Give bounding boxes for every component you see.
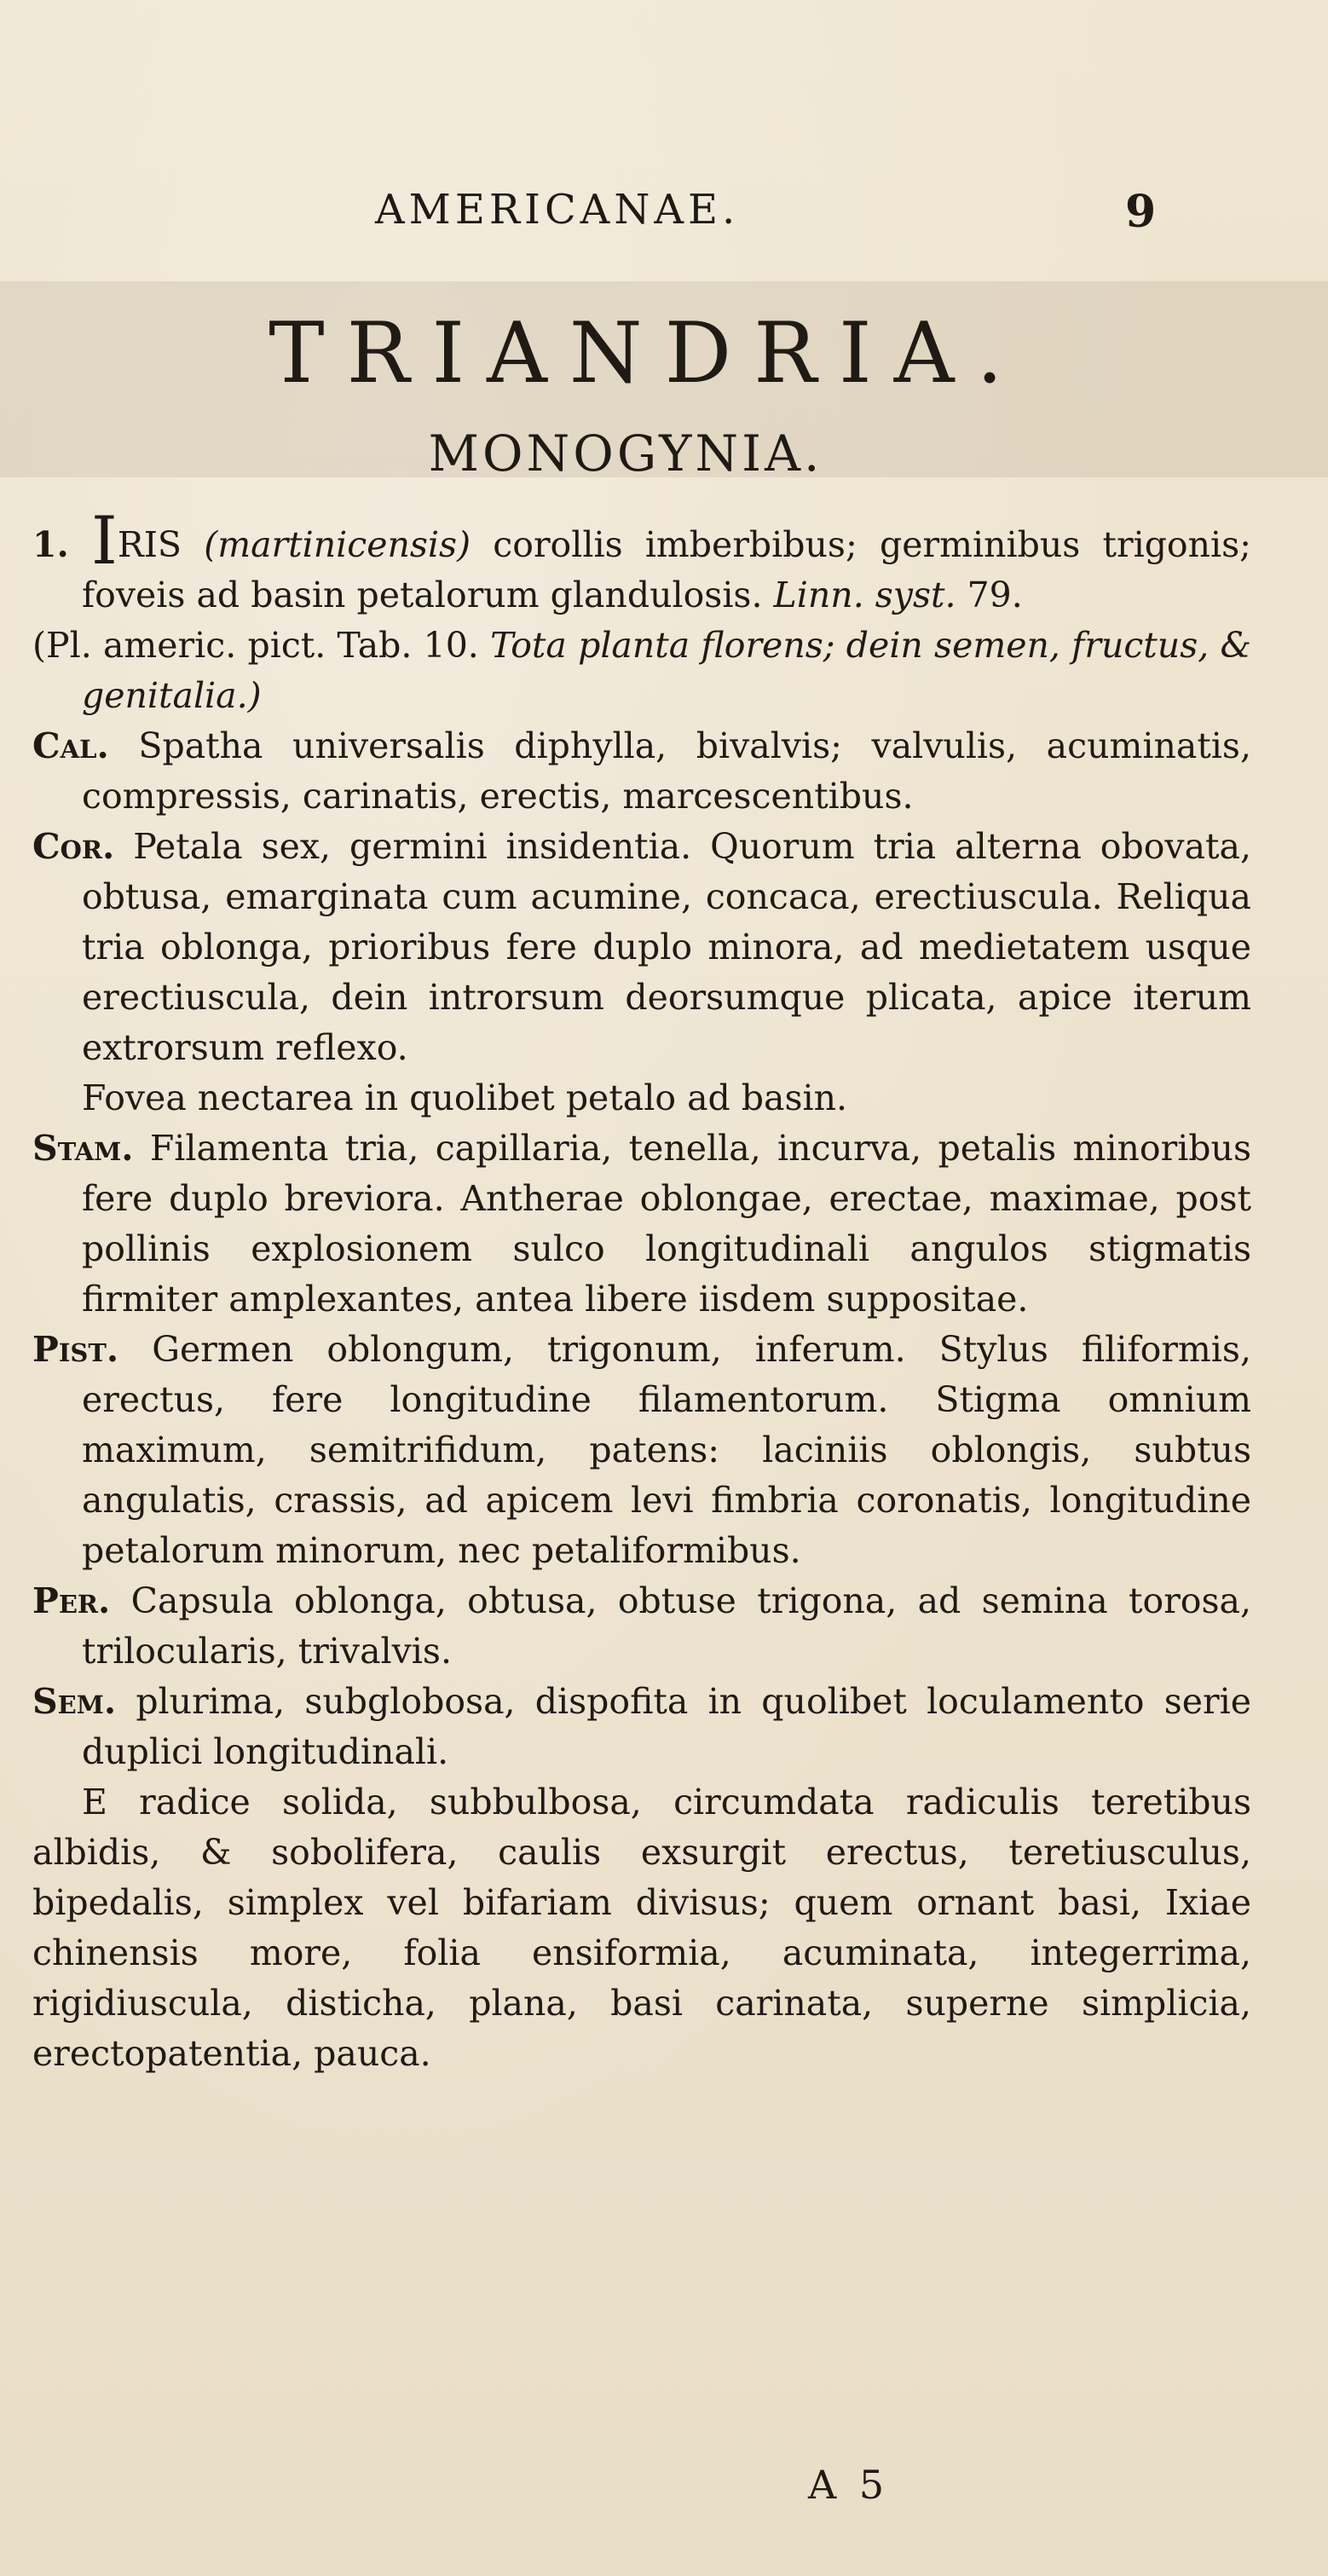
section-text: Capsula oblonga, obtusa, obtuse trigona, ad semina torosa, trilocularis, trivalvis.	[82, 1580, 1251, 1672]
citation-number: 79.	[967, 575, 1023, 615]
class-heading: TRIANDRIA.	[268, 305, 1025, 402]
plate-note: Tota planta florens; dein semen, fructus, & genitalia.)	[82, 625, 1251, 716]
section-label: Per.	[32, 1580, 111, 1621]
page-number: 9	[1125, 186, 1157, 238]
section-label: Sem.	[32, 1681, 117, 1722]
section-label: Cal.	[32, 725, 109, 766]
order-heading: MONOGYNIA.	[428, 425, 823, 482]
section-text: Petala sex, germini insidentia. Quorum tria alterna obovata, obtusa, emarginata cum acumine, concaca, erectiuscula. Reliqua tria oblonga, prioribus fere duplo minora, ad medietatem usque erectiuscula, dein introrsum deorsumque plicata, apice iterum extrorsum reflexo.	[82, 826, 1251, 1068]
section-label: Cor.	[32, 826, 115, 867]
section-text: Fovea nectarea in quolibet petalo ad basin.	[82, 1077, 848, 1118]
section-text: plurima, subglobosa, dispofita in quolibet loculamento serie duplici longitudinali.	[82, 1681, 1251, 1772]
entry-number: 1.	[32, 524, 69, 565]
section-seeds	[32, 1677, 1251, 1777]
section-calyx	[32, 721, 1251, 822]
section-pistil	[32, 1325, 1251, 1576]
genus-initial: I	[91, 503, 118, 580]
species-entry	[32, 503, 1251, 621]
section-nectary	[32, 1073, 1251, 1123]
citation: Linn. syst.	[773, 575, 956, 615]
section-label: Pist.	[32, 1329, 119, 1370]
running-head	[0, 186, 1328, 245]
plate-ref: (Pl. americ. pict. Tab. 10.	[32, 625, 479, 666]
signature-mark: A 5	[808, 2462, 890, 2508]
section-text: Germen oblongum, trigonum, inferum. Stylus filiformis, erectus, fere longitudine filamentorum. Stigma omnium maximum, semitrifidum, patens: laciniis oblongis, subtus angulatis, crassis, ad apicem levi fimbria coronatis, longitudine petalorum minorum, nec petaliformibus.	[82, 1329, 1251, 1571]
genus-name: RIS	[117, 524, 182, 565]
body-text	[32, 503, 1251, 2079]
section-stamens	[32, 1123, 1251, 1325]
description-paragraph: E radice solida, subbulbosa, circumdata radiculis teretibus albidis, & sobolifera, caulis exsurgit erectus, teretiusculus, bipedalis, simplex vel bifariam divisus; quem ornant basi, Ixiae chinensis more, folia ensiformia, acuminata, integerrima, rigidiuscula, disticha, plana, basi carinata, superne simplicia, erectopatentia, pauca.	[32, 1782, 1251, 2074]
section-text: Spatha universalis diphylla, bivalvis; valvulis, acuminatis, compressis, carinatis, erectis, marcescentibus.	[82, 725, 1251, 817]
section-text: Filamenta tria, capillaria, tenella, incurva, petalis minoribus fere duplo breviora. Antherae oblongae, erectae, maximae, post pollinis explosionem sulco longitudinali angulos stigmatis firmiter amplexantes, antea libere iisdem suppositae.	[82, 1128, 1251, 1320]
plate-reference	[32, 621, 1251, 721]
running-head-title: AMERICANAE.	[375, 186, 740, 234]
diagnosis: corollis imberbibus; germinibus trigonis; foveis ad basin petalorum glandulosis.	[82, 524, 1251, 615]
section-corolla	[32, 822, 1251, 1073]
section-label: Stam.	[32, 1128, 134, 1169]
section-pericarp	[32, 1576, 1251, 1677]
species-epithet: (martinicensis)	[204, 524, 471, 565]
